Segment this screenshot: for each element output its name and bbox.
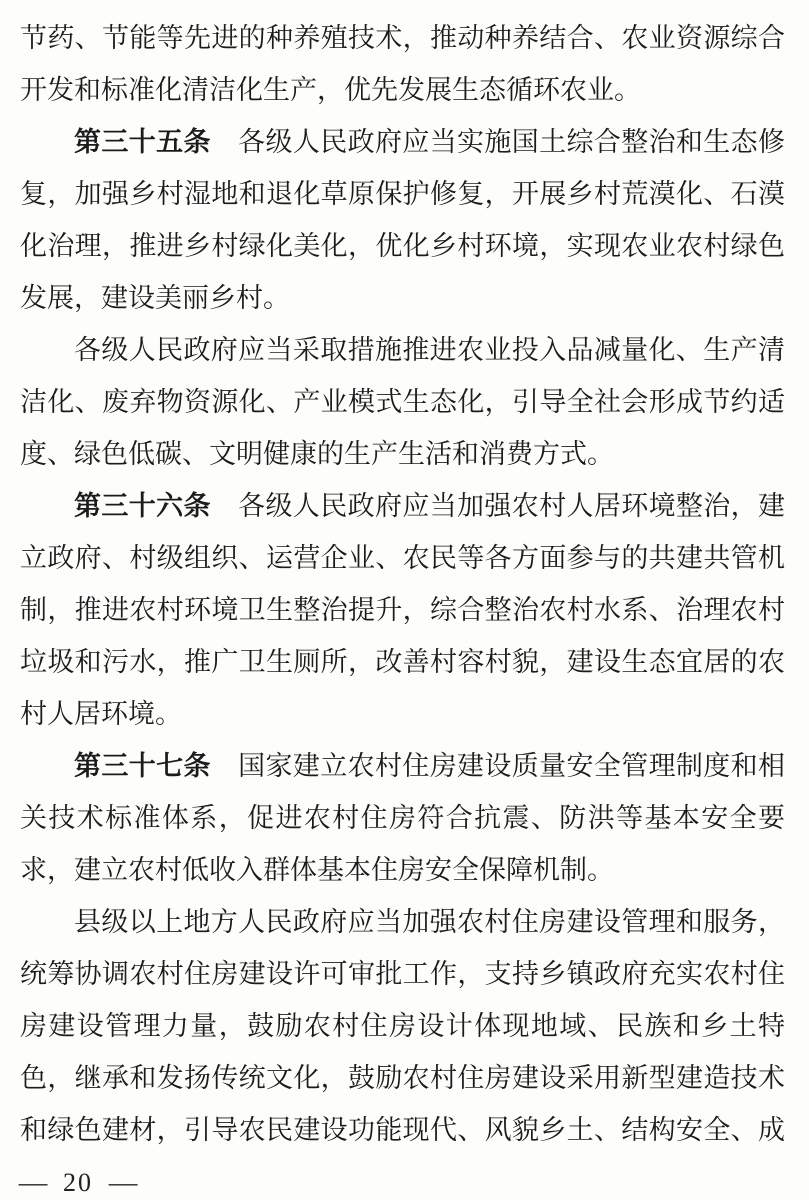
text-line: [20, 220, 785, 272]
body-text: 统筹协调农村住房建设许可审批工作，支持乡镇政府充实农村住: [20, 959, 785, 989]
footer-page-number: 20: [63, 1168, 93, 1197]
text-line: [20, 532, 785, 584]
text-line: [20, 324, 785, 376]
text-line: [20, 168, 785, 220]
text-line: [20, 584, 785, 636]
text-line: [20, 948, 785, 1000]
text-line: [20, 740, 785, 792]
body-text: 各级人民政府应当实施国土综合整治和生态修: [210, 127, 785, 157]
body-text: 色，继承和发扬传统文化，鼓励农村住房建设采用新型建造技术: [20, 1063, 785, 1093]
text-line: [20, 1104, 785, 1156]
text-line: [20, 428, 785, 480]
body-text: 各级人民政府应当加强农村人居环境整治，建: [210, 491, 785, 521]
body-text: 洁化、废弃物资源化、产业模式生态化，引导全社会形成节约适: [20, 387, 785, 417]
text-line: [20, 376, 785, 428]
body-text: 国家建立农村住房建设质量安全管理制度和相: [210, 751, 785, 781]
text-line: [20, 116, 785, 168]
body-text: 制，推进农村环境卫生整治提升，综合整治农村水系、治理农村: [20, 595, 785, 625]
body-text: 复，加强乡村湿地和退化草原保护修复，开展乡村荒漠化、石漠: [20, 179, 785, 209]
body-text: 关技术标准体系，促进农村住房符合抗震、防洪等基本安全要: [20, 803, 785, 833]
body-text: 和绿色建材，引导农民建设功能现代、风貌乡土、结构安全、成: [20, 1115, 785, 1145]
text-line: [20, 792, 785, 844]
text-line: [20, 688, 785, 740]
body-text: 各级人民政府应当采取措施推进农业投入品减量化、生产清: [74, 335, 785, 365]
text-line: [20, 896, 785, 948]
body-text: 村人居环境。: [20, 699, 182, 729]
body-text: 节药、节能等先进的种养殖技术，推动种养结合、农业资源综合: [20, 23, 785, 53]
body-text: 求，建立农村低收入群体基本住房安全保障机制。: [20, 855, 614, 885]
text-line: [20, 272, 785, 324]
text-line: [20, 1000, 785, 1052]
article-number: 第三十六条: [74, 491, 211, 521]
page-footer: [20, 1168, 785, 1198]
body-text: 立政府、村级组织、运营企业、农民等各方面参与的共建共管机: [20, 543, 785, 573]
text-line: [20, 12, 785, 64]
footer-dash-left: —: [18, 1168, 48, 1197]
text-line: [20, 1052, 785, 1104]
article-number: 第三十五条: [74, 127, 211, 157]
body-text: 化治理，推进乡村绿化美化，优化乡村环境，实现农业农村绿色: [20, 231, 785, 261]
body-text: 发展，建设美丽乡村。: [20, 283, 290, 313]
text-line: [20, 844, 785, 896]
body-text: 房建设管理力量，鼓励农村住房设计体现地域、民族和乡土特: [20, 1011, 785, 1041]
body-text: 县级以上地方人民政府应当加强农村住房建设管理和服务，: [74, 907, 785, 937]
text-line: [20, 64, 785, 116]
body-text: 垃圾和污水，推广卫生厕所，改善村容村貌，建设生态宜居的农: [20, 647, 785, 677]
text-line: [20, 480, 785, 532]
article-number: 第三十七条: [74, 751, 211, 781]
body-text: 度、绿色低碳、文明健康的生产生活和消费方式。: [20, 439, 614, 469]
body-text: 开发和标准化清洁化生产，优先发展生态循环农业。: [20, 75, 641, 105]
text-line: [20, 636, 785, 688]
footer-dash-right: —: [108, 1168, 138, 1197]
